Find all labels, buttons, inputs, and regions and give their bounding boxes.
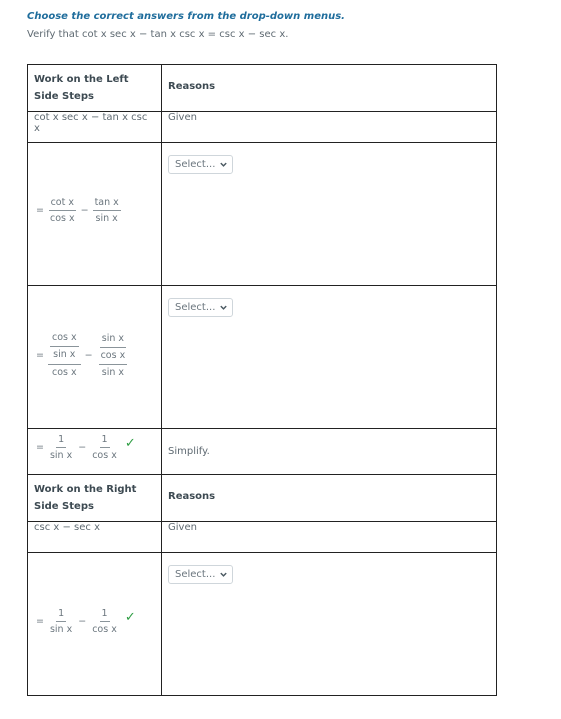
fraction [93, 197, 121, 224]
checkmark-icon: ✓ [124, 436, 136, 451]
numerator: cot x [49, 197, 76, 211]
right-given-cell [28, 522, 162, 553]
numerator: 1 [56, 434, 66, 448]
left-given-expression: cot x sec x − tan x csc x [34, 112, 148, 134]
right-steps-header: Work on the Right Side Steps [34, 484, 137, 512]
right-step1-expression [28, 608, 161, 635]
right-reasons-header: Reasons [168, 491, 216, 502]
left-steps-header: Work on the Left Side Steps [34, 74, 129, 102]
denominator [97, 348, 130, 379]
left-step2-reason-cell [162, 286, 497, 429]
equals-sign: = [36, 350, 44, 361]
dropdown-value: Select... [175, 302, 216, 313]
dropdown-value: Select... [175, 159, 216, 170]
left-step3-cell [28, 429, 162, 475]
left-steps-header-cell [28, 65, 162, 112]
right-step1-reason-dropdown[interactable] [168, 565, 233, 584]
right-given-reason: Given [168, 522, 197, 533]
denominator: sin x [95, 213, 118, 224]
left-step3-reason-cell [162, 429, 497, 475]
right-step1-reason-cell [162, 553, 497, 696]
numerator: cos x [50, 332, 79, 347]
denominator: cos x [92, 624, 117, 635]
minus-sign: − [80, 205, 89, 216]
numerator [48, 332, 81, 365]
denominator: sin x [53, 349, 76, 360]
fraction [90, 434, 119, 461]
numerator: 1 [100, 608, 110, 622]
chevron-down-icon [219, 570, 228, 579]
left-step3-reason: Simplify. [168, 445, 210, 457]
fraction [48, 608, 74, 635]
fraction [48, 197, 77, 224]
left-step2-cell [28, 286, 162, 429]
left-step1-reason-cell [162, 143, 497, 286]
minus-sign: − [78, 442, 87, 453]
left-given-reason: Given [168, 112, 197, 123]
proof-table [27, 64, 497, 696]
left-given-cell [28, 112, 162, 143]
left-step1-reason-dropdown[interactable] [168, 155, 233, 174]
left-reasons-header: Reasons [168, 81, 216, 92]
left-reasons-header-cell [162, 65, 497, 112]
checkmark-icon: ✓ [124, 610, 136, 625]
left-step2-expression [28, 332, 161, 379]
fraction [99, 350, 128, 379]
fraction [50, 332, 79, 362]
numerator: cos x [99, 350, 128, 365]
chevron-down-icon [219, 160, 228, 169]
equals-sign: = [36, 205, 44, 216]
left-step1-expression [28, 197, 161, 224]
left-step2-reason-dropdown[interactable] [168, 298, 233, 317]
right-given-reason-cell [162, 522, 497, 553]
right-reasons-header-cell [162, 475, 497, 522]
denominator: cos x [51, 367, 77, 378]
fraction [90, 608, 119, 635]
instruction-text: Choose the correct answers from the drop-down menus. [27, 11, 345, 22]
minus-sign: − [78, 616, 87, 627]
numerator: 1 [100, 434, 110, 448]
left-step1-cell [28, 143, 162, 286]
equals-sign: = [36, 616, 44, 627]
denominator: cos x [92, 450, 117, 461]
numerator: 1 [56, 608, 66, 622]
complex-fraction [97, 333, 130, 379]
problem-prompt: Verify that cot x sec x − tan x csc x = csc x − sec x. [27, 29, 289, 40]
denominator: sin x [101, 366, 125, 378]
equals-sign: = [36, 442, 44, 453]
right-steps-header-cell [28, 475, 162, 522]
numerator: sin x [100, 333, 126, 348]
dropdown-value: Select... [175, 569, 216, 580]
left-step3-expression [28, 434, 161, 461]
chevron-down-icon [219, 303, 228, 312]
denominator: cos x [49, 213, 75, 224]
minus-sign: − [84, 350, 93, 361]
denominator: sin x [49, 624, 73, 635]
numerator: tan x [93, 197, 121, 211]
right-step1-cell [28, 553, 162, 696]
left-given-reason-cell [162, 112, 497, 143]
complex-fraction [48, 332, 81, 379]
denominator: sin x [49, 450, 73, 461]
fraction [48, 434, 74, 461]
right-given-expression: csc x − sec x [34, 522, 100, 533]
